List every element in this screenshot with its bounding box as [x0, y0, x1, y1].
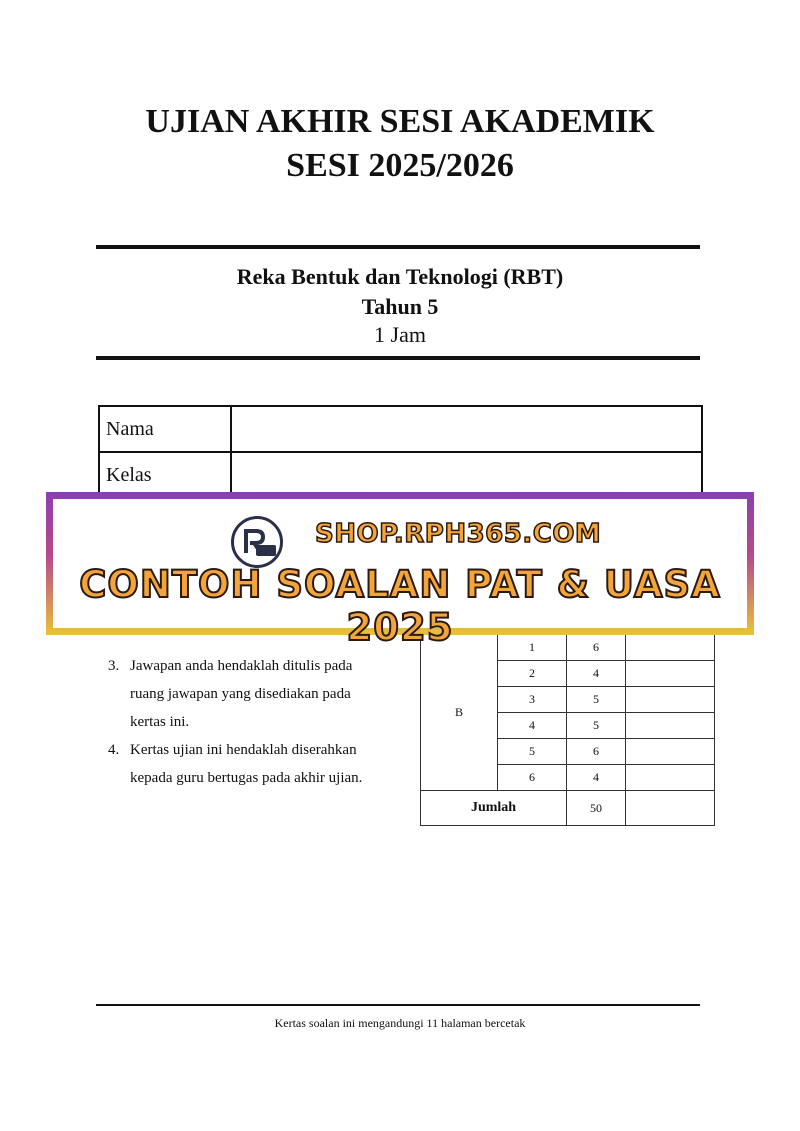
subject-title: Reka Bentuk dan Teknologi (RBT) — [236, 264, 564, 289]
banner-headline: CONTOH SOALAN PAT & UASA 2025 — [79, 563, 721, 649]
instruction-line: kepada guru bertugas pada akhir ujian. — [130, 770, 363, 786]
marks-table — [420, 634, 715, 826]
instruction-item — [108, 652, 408, 736]
question-number: 5 — [498, 739, 567, 765]
total-label: Jumlah — [421, 791, 567, 826]
question-number: 6 — [498, 765, 567, 791]
full-mark: 4 — [567, 765, 626, 791]
score-cell[interactable] — [626, 661, 715, 687]
full-mark: 5 — [567, 713, 626, 739]
instruction-line: ruang jawapan yang disediakan pada — [130, 686, 351, 702]
shop-url: SHOP.RPH365.COM — [315, 519, 602, 549]
duration-label: 1 Jam — [374, 322, 426, 347]
name-field[interactable] — [231, 406, 702, 452]
instruction-number: 3. — [108, 658, 120, 674]
question-number: 3 — [498, 687, 567, 713]
top-rule — [96, 245, 700, 249]
question-number: 1 — [498, 635, 567, 661]
instructions-list — [108, 652, 408, 792]
exam-title-line2: SESI 2025/2026 — [286, 147, 514, 184]
score-cell[interactable] — [626, 713, 715, 739]
total-value: 50 — [567, 791, 626, 826]
section-cell: B — [421, 635, 498, 791]
total-score-cell[interactable] — [626, 791, 715, 826]
rph365-logo — [231, 516, 283, 568]
instruction-item — [108, 736, 408, 792]
bottom-rule — [96, 356, 700, 360]
exam-title-line1: UJIAN AKHIR SESI AKADEMIK — [145, 103, 655, 140]
full-mark: 5 — [567, 687, 626, 713]
promo-banner — [46, 492, 754, 649]
year-label: Tahun 5 — [361, 294, 439, 319]
score-cell[interactable] — [626, 739, 715, 765]
score-cell[interactable] — [626, 765, 715, 791]
score-cell[interactable] — [626, 687, 715, 713]
student-info-table — [98, 405, 703, 499]
instruction-line: Jawapan anda hendaklah ditulis pada — [130, 658, 353, 674]
instruction-line: kertas ini. — [130, 714, 190, 730]
full-mark: 6 — [567, 635, 626, 661]
instruction-line: Kertas ujian ini hendaklah diserahkan — [130, 742, 357, 758]
question-number: 2 — [498, 661, 567, 687]
footer-rule — [96, 1004, 700, 1006]
question-number: 4 — [498, 713, 567, 739]
name-label: Nama — [99, 406, 231, 452]
full-mark: 4 — [567, 661, 626, 687]
full-mark: 6 — [567, 739, 626, 765]
page-count-note: Kertas soalan ini mengandungi 11 halaman bercetak — [274, 1016, 526, 1030]
instruction-number: 4. — [108, 742, 120, 758]
class-label: Kelas — [99, 452, 231, 498]
logo-icon — [234, 519, 280, 565]
